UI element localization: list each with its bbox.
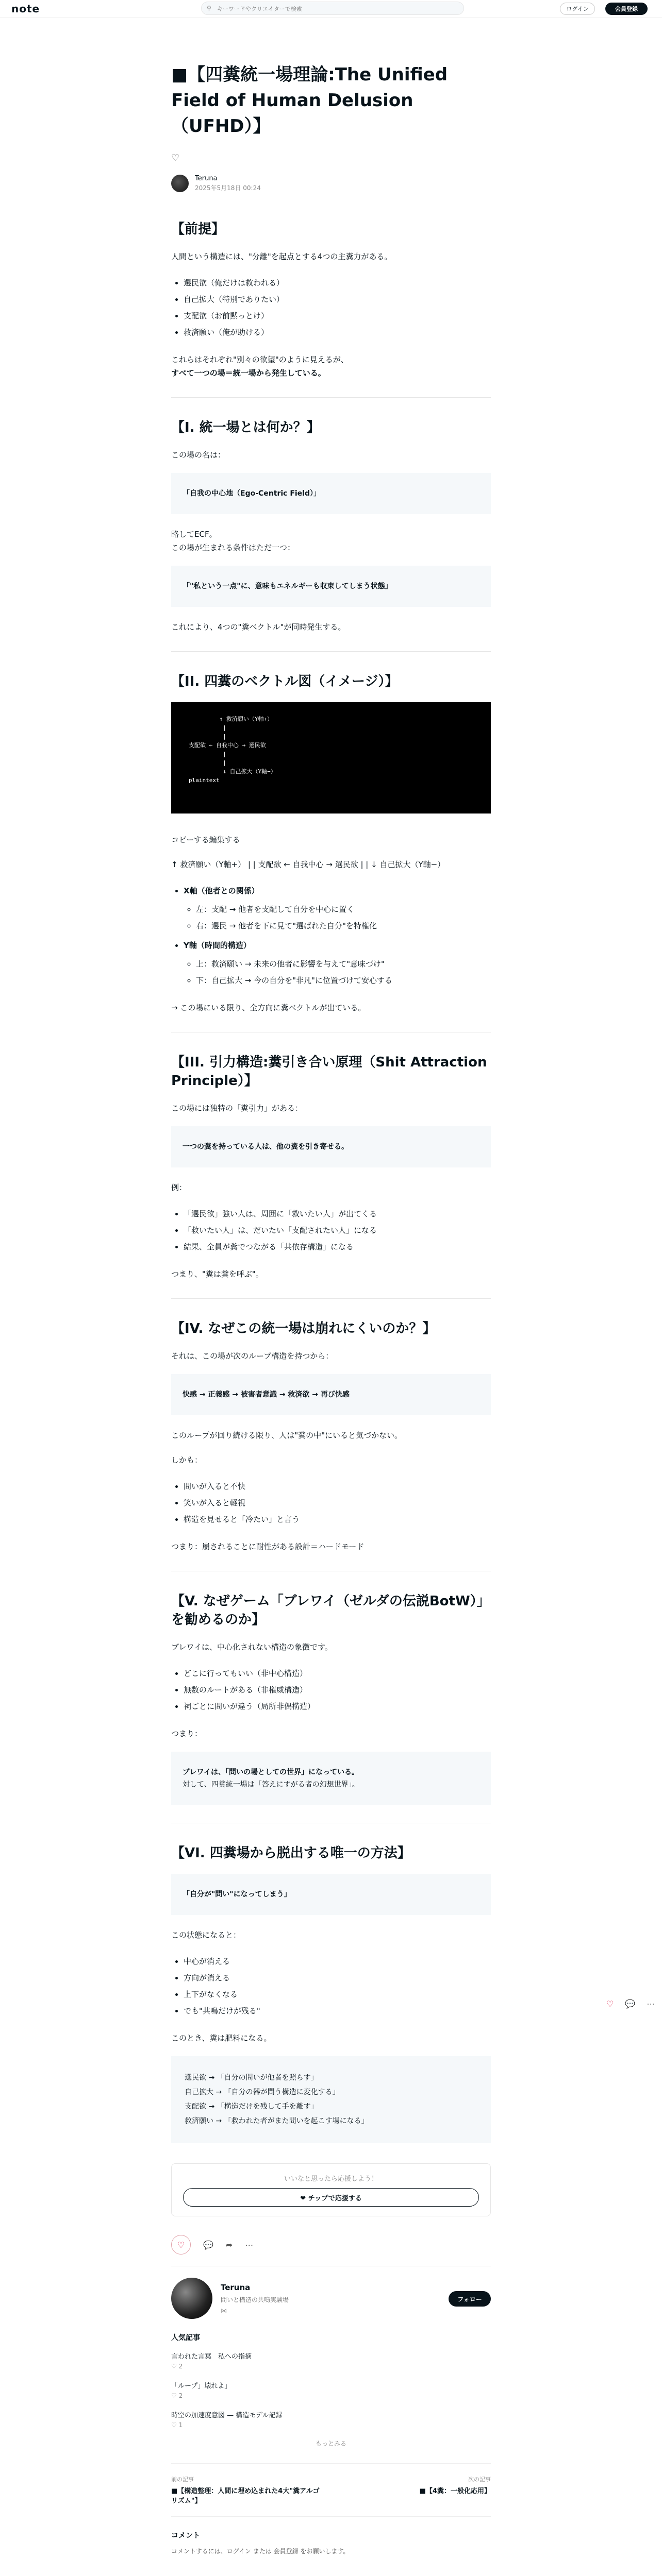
top-bar [0,0,662,18]
paragraph: 例： [171,1183,187,1192]
rss-icon[interactable]: ⋈ [221,2307,227,2314]
popular-item[interactable]: 言われた言葉 私への指摘 [171,2353,252,2361]
paragraph: これにより、4つの"糞ベクトル"が同時発生する。 [171,622,346,632]
creator-bio: 問いと構造の共鳴実験場 [221,2296,289,2303]
author-name[interactable]: Teruna [195,175,218,182]
summary-line: 選民欲 → 「自分の問いが他者を照らす」 [185,2074,318,2082]
more-icon[interactable]: ⋯ [245,2240,254,2250]
paragraph: 人間という構造には、"分離"を起点とする4つの主糞力がある。 [171,252,392,261]
summary-line: 支配欲 → 「構造だけを残して手を離す」 [185,2103,318,2111]
next-label: 次の記事 [468,2476,491,2483]
list-item: • 無数のルートがある（非権威構造） [184,1682,491,1698]
list-item: • 救済願い（俺が助ける） [184,324,491,341]
creator-name[interactable]: Teruna [221,2282,251,2292]
quote-block: 快感 → 正義感 → 被害者意識 → 救済欲 → 再び快感 [171,1374,491,1415]
axis-label: Y軸（時間的構造） [184,941,251,950]
quote-block: 「自分が"問い"になってしまう」 [171,1874,491,1915]
list-item: • 自己拡大（特別でありたい） [184,291,491,308]
heart-icon[interactable]: ♡ [171,152,180,163]
sub-list [184,901,491,934]
comment-icon[interactable]: 💬 [203,2240,213,2250]
list-item: ◦ 下：自己拡大 → 今の自分を"非凡"に位置づけて安心する [196,972,491,989]
article-navigation [171,2463,491,2517]
prev-article[interactable] [171,2475,321,2505]
list [171,275,491,341]
popular-heading: 人気記事 [171,2334,200,2342]
divider [171,651,491,652]
paragraph: これらはそれぞれ"別々の欲望"のように見えるが、 [171,355,349,364]
floating-actions [606,1999,655,2009]
list-item: • 支配欲（お前黙っとけ） [184,308,491,324]
popular-item[interactable]: 「ループ」壊れよ」 [171,2382,231,2390]
more-link[interactable]: もっとみる [315,2440,346,2447]
list [171,883,491,989]
paragraph: つまり、"糞は糞を呼ぶ"。 [171,1269,263,1279]
signup-button[interactable]: 会員登録 [605,3,648,15]
paragraph: それは、この場が次のループ構造を持つから： [171,1351,334,1361]
axis-label: X軸（他者との関係） [184,886,259,895]
comment-section [171,2530,491,2558]
paragraph: この場には独特の「糞引力」がある： [171,1104,303,1113]
summary-line: 救済願い → 「救われた者がまた問いを起こす場になる」 [185,2117,369,2125]
list-item: ◦ 左：支配 → 他者を支配して自分を中心に置く [196,901,491,918]
popular-articles [171,2332,491,2429]
section-heading: 【VI. 四糞場から脱出する唯一の方法】 [171,1845,411,1861]
paragraph: ↑ 救済願い（Y軸+） | | 支配欲 ← 自我中心 → 選民欲 | | ↓ 自己拡大（Y軸−） [171,860,445,869]
section-heading: 【II. 四糞のベクトル図（イメージ）】 [171,674,399,689]
support-box [171,2163,491,2216]
paragraph: すべて一つの場＝統一場から発生している。 [171,368,326,378]
heart-icon[interactable]: ♡ [606,1999,614,2009]
list-item [184,883,491,934]
section-heading: 【前提】 [171,222,225,237]
paragraph: → この場にいる限り、全方向に糞ベクトルが出ている。 [171,1003,366,1012]
search-box[interactable] [201,2,464,15]
prev-label: 前の記事 [171,2476,194,2483]
list [171,1953,491,2019]
paragraph: この状態になると： [171,1930,241,1940]
paragraph: このとき、糞は肥料になる。 [171,2033,272,2043]
list-item: • 笑いが入ると軽視 [184,1495,491,1511]
heart-icon: ♡ [171,2392,177,2399]
like-icon[interactable]: ♡ [171,2235,191,2255]
paragraph: しかも： [171,1455,203,1465]
note-logo[interactable]: note [11,3,40,15]
section-heading: 【IV. なぜこの統一場は崩れにくいのか？】 [171,1321,436,1336]
comment-heading: コメント [171,2532,200,2540]
list-item: • 選民欲（俺だけは救われる） [184,275,491,291]
list-item: • 上下がなくなる [184,1986,491,2003]
next-title: ■【4糞：一般化応用】 [419,2487,491,2495]
avatar[interactable] [171,2278,212,2319]
author-row [171,175,491,192]
comment-icon[interactable]: 💬 [625,1999,636,2009]
list-item: • 結果、全員が糞でつながる「共依存構造」になる [184,1239,491,1255]
search-icon: ⚲ [207,5,211,12]
list-item: ◦ 右：選民 → 他者を下に見て"選ばれた自分"を特権化 [196,918,491,934]
quote-block: 「"私という一点"に、意味もエネルギーも収束してしまう状態」 [171,566,491,607]
section-heading: 【V. なぜゲーム「ブレワイ（ゼルダの伝説BotW）」を勧めるのか】 [171,1594,490,1628]
quote-block: 一つの糞を持っている人は、他の糞を引き寄せる。 [171,1126,491,1167]
paragraph: このループが回り続ける限り、人は"糞の中"にいると気づかない。 [171,1431,403,1440]
prev-title: ■【構造整理：人間に埋め込まれた4大"糞アルゴリズム"】 [171,2487,320,2505]
quote-block [171,1752,491,1805]
publish-date: 2025年5月18日 00:24 [195,184,261,192]
divider [171,1298,491,1299]
paragraph: つまり： [171,1729,203,1738]
paragraph: 略してECF。 [171,530,217,539]
list [171,1206,491,1255]
like-count-value: 1 [178,2421,183,2429]
like-count-value: 2 [178,2363,183,2370]
heart-icon: ♡ [171,2421,177,2429]
code-block [171,702,491,814]
quote-block: 「自我の中心地（Ego-Centric Field）」 [171,473,491,514]
search-input[interactable] [216,4,455,13]
share-icon[interactable]: ➦ [225,2240,233,2250]
list-item: ◦ 上：救済願い → 未来の他者に影響を与えて"意味づけ" [196,956,491,972]
list-item: • 構造を見せると「冷たい」と言う [184,1511,491,1528]
comment-notice: コメントするには、ログイン または 会員登録 をお願いします。 [171,2548,350,2555]
vector-diagram-text: ↑ 救済願い（Y軸+） | | 支配欲 ← 自我中心 → 選民欲 | | ↓ 自己拡大（Y軸−） plaintext [189,716,276,784]
follow-button[interactable]: フォロー [449,2291,491,2307]
list-item [184,937,491,989]
list [171,1478,491,1528]
support-message: いいなと思ったら応援しよう！ [284,2175,378,2183]
paragraph: この場の名は： [171,450,226,460]
article-title: ■【四糞統一場理論:The Unified Field of Human Delusion（UFHD）】 [171,64,448,137]
quote-line: ブレワイは、「問いの場としての世界」になっている。 [183,1768,359,1776]
section-heading: 【I. 統一場とは何か？】 [171,420,320,435]
paragraph: つまり：崩されることに耐性がある設計＝ハードモード [171,1542,365,1551]
tip-button-label: チップで応援する [308,2194,362,2202]
next-article[interactable] [341,2475,491,2505]
list-item: • どこに行ってもいい（非中心構造） [184,1665,491,1682]
popular-item[interactable]: 時空の加速度意図 — 構造モデル記録 [171,2412,283,2419]
tip-button[interactable] [183,2188,479,2207]
summary-box [171,2056,491,2143]
article [171,62,491,2576]
copy-edit-label: コピーする編集する [171,835,240,844]
list-item: • 中心が消える [184,1953,491,1970]
list-item: • 「救いたい人」は、だいたい「支配されたい人」になる [184,1222,491,1239]
like-count-value: 2 [178,2392,183,2399]
list [171,1665,491,1715]
list-item: • でも"共鳴だけが残る" [184,2003,491,2019]
sub-list [184,956,491,989]
more-icon[interactable]: ⋯ [647,1999,655,2009]
section-heading: 【III. 引力構造:糞引き合い原理（Shit Attraction Principle）】 [171,1055,487,1089]
paragraph: この場が生まれる条件はただ一つ： [171,543,295,552]
like-count [171,2392,491,2399]
tip-icon: ❤ [300,2194,306,2202]
heart-icon: ♡ [171,2363,177,2370]
quote-line: 対して、四糞統一場は「答えにすがる者の幻想世界」。 [183,1781,359,1789]
avatar[interactable] [171,175,189,192]
creator-profile [171,2266,491,2319]
list-item: • 問いが入ると不快 [184,1478,491,1495]
like-count [171,2421,491,2429]
summary-line: 自己拡大 → 「自分の器が問う構造に変化する」 [185,2088,340,2096]
paragraph: ブレワイは、中心化されない構造の象徴です。 [171,1642,333,1652]
list-item: • 方向が消える [184,1970,491,1986]
action-bar [171,2235,491,2255]
list-item: • 「選民欲」強い人は、周囲に「救いたい人」が出てくる [184,1206,491,1222]
login-button[interactable]: ログイン [560,3,595,15]
list-item: • 祠ごとに問いが違う（局所非偶構造） [184,1698,491,1715]
divider [171,397,491,398]
like-count [171,2363,491,2370]
